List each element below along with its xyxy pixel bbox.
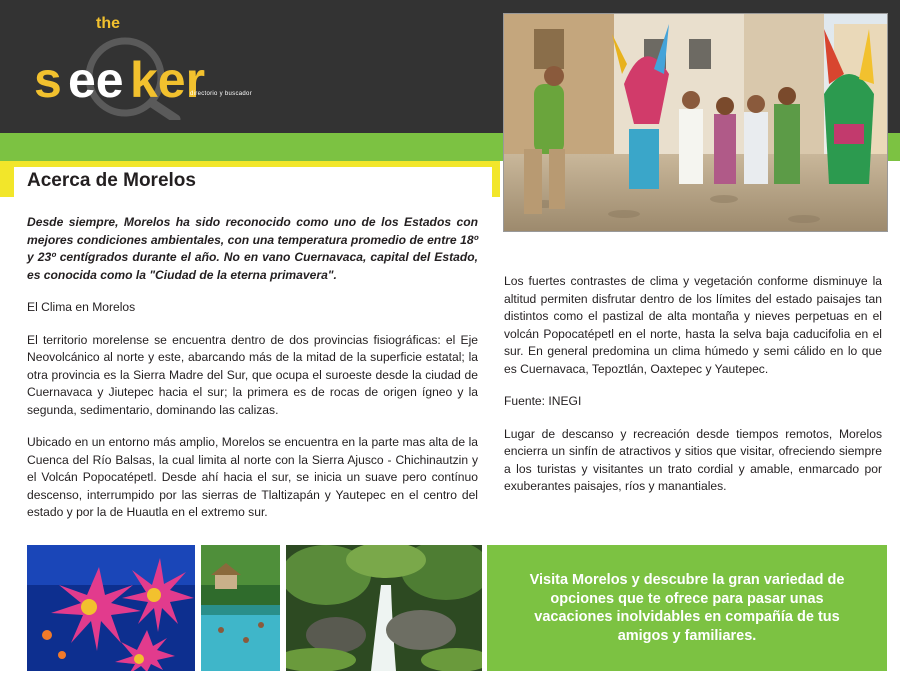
intro-paragraph: Desde siempre, Morelos ha sido reconocido como uno de los Estados con mejores condiciones ambientales, con una temperatura promedio de entre 18º y 23º centígrados durante el año. No en vano Cuernavaca, capital del Estado, es conocida como la "Ciudad de la eterna primavera". <box>27 215 478 282</box>
photo-spring-pool <box>201 545 280 671</box>
cta-text: Visita Morelos y descubre la gran variedad de opciones que te ofrece para pasar unas vacaciones inolvidables en compañía de tus amigos y familiares. <box>529 572 845 644</box>
location-paragraph: Ubicado en un entorno más amplio, Morelos se encuentra en la parte mas alta de la Cuenca del Río Balsas, la cual limita al norte con la Sierra Ajusco - Chichinautzin y el Volcán Popocatépetl. Desde ahí hacia el sur, se inicia un suave pero contínuo descenso, interrumpido por las sierras de Tlaltizapán y Yautepec en el centro del estado y por la de Huautla en el extremo sur. <box>27 435 478 519</box>
photo-waterfall <box>286 545 482 671</box>
svg-text:ee: ee <box>68 52 124 108</box>
svg-text:ker: ker <box>130 52 206 108</box>
left-column <box>27 214 478 537</box>
leisure-paragraph: Lugar de descanso y recreación desde tiempos remotos, Morelos encierra un sinfín de atractivos y sitios que visitar, ofreciendo siempre a los turistas y visitantes un trato cordial y amable, enmarcado por exuberantes paisajes, ríos y manantiales. <box>504 426 882 493</box>
hero-photo-festival <box>503 13 888 232</box>
logo-the: the <box>96 15 120 32</box>
magnifier-logo-icon <box>30 15 280 120</box>
photo-flowers <box>27 545 195 671</box>
cta-banner <box>487 545 887 671</box>
territory-paragraph: El territorio morelense se encuentra dentro de dos provincias fisiográficas: el Eje Neovolcánico al norte y este, abarcando más de la mitad de la superficie estatal; la otra provincia es la Sierra Madre del Sur, que ocupa el suroeste desde la ciudad de Cuernavaca y Jiutepec hacia el sur; la primera es de rocas de origen ígneo y la segunda, sedimentario, dominando las calizas. <box>27 332 478 417</box>
contrast-paragraph: Los fuertes contrastes de clima y vegetación conforme disminuye la altitud permiten disfrutar dentro de los límites del estado paisajes tan distintos como el pastizal de alta montaña y nieves perpetuas en el volcán Popocatépetl en el norte, hasta la selva baja caducifolia en el sur. En general predomina un clima húmedo y semi cálido en lo que es Cuernavaca, Tepoztlán, Oaxtepec y Yautepec. <box>504 274 882 376</box>
page-title: Acerca de Morelos <box>27 170 196 191</box>
climate-subheading: El Clima en Morelos <box>27 300 136 314</box>
seeker-logo[interactable] <box>30 15 280 120</box>
logo-tagline: directorio y buscador <box>190 91 252 97</box>
source-line: Fuente: INEGI <box>504 394 582 408</box>
svg-text:s: s <box>34 52 62 108</box>
right-column <box>504 273 882 511</box>
